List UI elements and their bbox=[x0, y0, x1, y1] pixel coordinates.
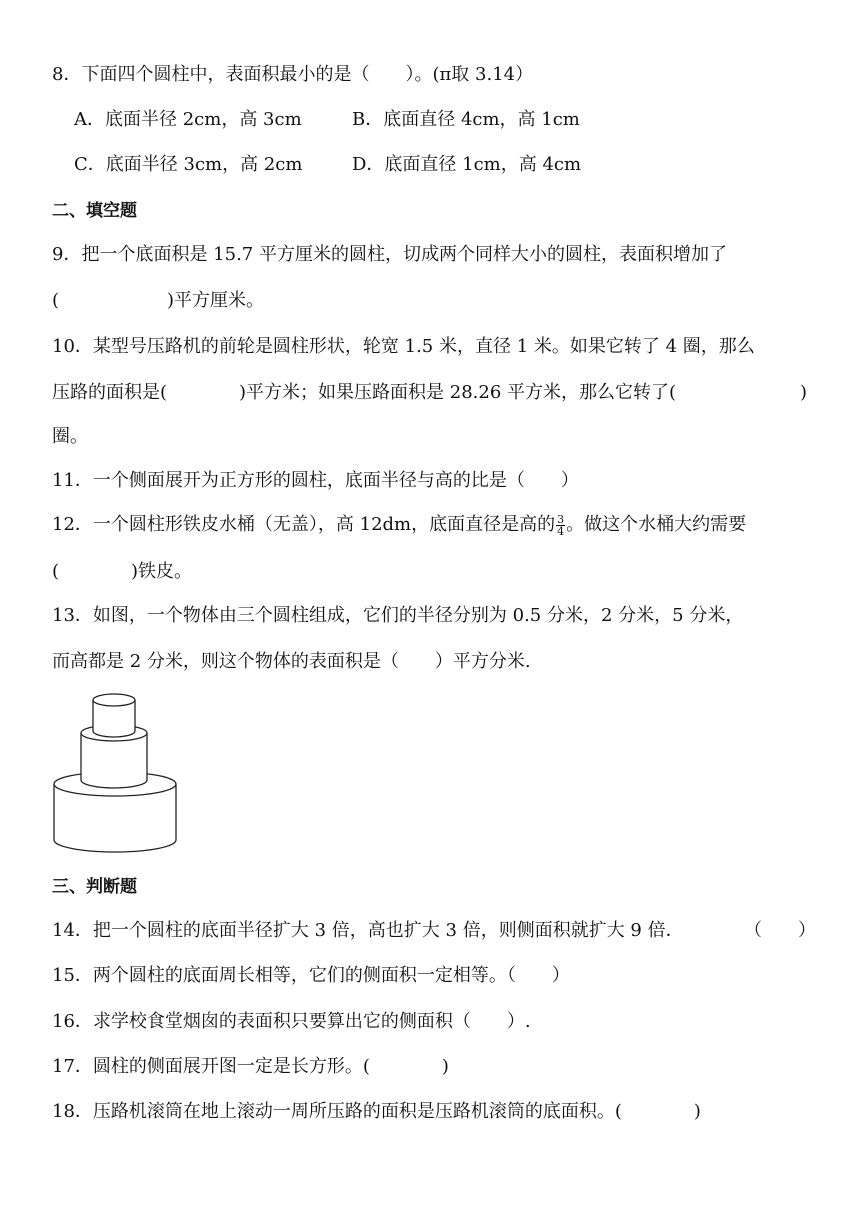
q10-line1: 10．某型号压路机的前轮是圆柱形状，轮宽 1.5 米，直径 1 米。如果它转了 4 圈，那么 bbox=[52, 336, 755, 357]
q10-line2: 压路的面积是( )平方米；如果压路面积是 28.26 平方米，那么它转了( bbox=[52, 382, 677, 403]
q14-answer-paren: （ ） bbox=[744, 920, 816, 941]
fraction-numerator: 3 bbox=[557, 512, 565, 526]
q15-text: 15．两个圆柱的底面周长相等，它们的侧面积一定相等。（ ） bbox=[52, 965, 570, 986]
q8-stem: 8．下面四个圆柱中，表面积最小的是（ ）。(π取 3.14） bbox=[52, 64, 534, 85]
q10-line2-close-paren: ) bbox=[800, 382, 808, 403]
q13-line2: 而高都是 2 分米，则这个物体的表面积是（ ）平方分米. bbox=[52, 651, 531, 672]
q12-line1-pre: 12．一个圆柱形铁皮水桶（无盖），高 12dm，底面直径是高的 bbox=[52, 514, 556, 535]
q8-option-a: A．底面半径 2cm，高 3cm bbox=[74, 109, 302, 130]
fraction-three-quarters bbox=[556, 514, 565, 537]
q12-line1-post: 。做这个水桶大约需要 bbox=[566, 514, 747, 535]
q12-line1 bbox=[52, 513, 746, 537]
q14-text: 14．把一个圆柱的底面半径扩大 3 倍，高也扩大 3 倍，则侧面积就扩大 9 倍． bbox=[52, 920, 684, 941]
q18-text: 18．压路机滚筒在地上滚动一周所压路的面积是压路机滚筒的底面积。( ) bbox=[52, 1101, 701, 1122]
q8-option-b: B．底面直径 4cm，高 1cm bbox=[352, 109, 580, 130]
q9-line2: ( )平方厘米。 bbox=[52, 290, 265, 311]
q8-option-c: C．底面半径 3cm，高 2cm bbox=[74, 154, 303, 175]
q8-option-d: D．底面直径 1cm，高 4cm bbox=[352, 154, 582, 175]
q12-line2: ( )铁皮。 bbox=[52, 561, 193, 582]
q11-text: 11．一个侧面展开为正方形的圆柱，底面半径与高的比是（ ） bbox=[52, 470, 579, 491]
q9-line1: 9．把一个底面积是 15.7 平方厘米的圆柱，切成两个同样大小的圆柱，表面积增加了 bbox=[52, 244, 727, 265]
q10-line3: 圈。 bbox=[52, 426, 88, 447]
section-title-true-false: 三、判断题 bbox=[52, 877, 137, 897]
section-title-fill-in: 二、填空题 bbox=[52, 201, 137, 221]
fraction-denominator: 4 bbox=[557, 524, 565, 538]
q17-text: 17．圆柱的侧面展开图一定是长方形。( ) bbox=[52, 1056, 449, 1077]
q16-text: 16．求学校食堂烟囱的表面积只要算出它的侧面积（ ）. bbox=[52, 1011, 531, 1032]
stacked-cylinders-figure bbox=[48, 690, 188, 860]
top-cylinder-top bbox=[93, 694, 135, 706]
q13-line1: 13．如图，一个物体由三个圆柱组成，它们的半径分别为 0.5 分米，2 分米，5 分米， bbox=[52, 605, 744, 626]
